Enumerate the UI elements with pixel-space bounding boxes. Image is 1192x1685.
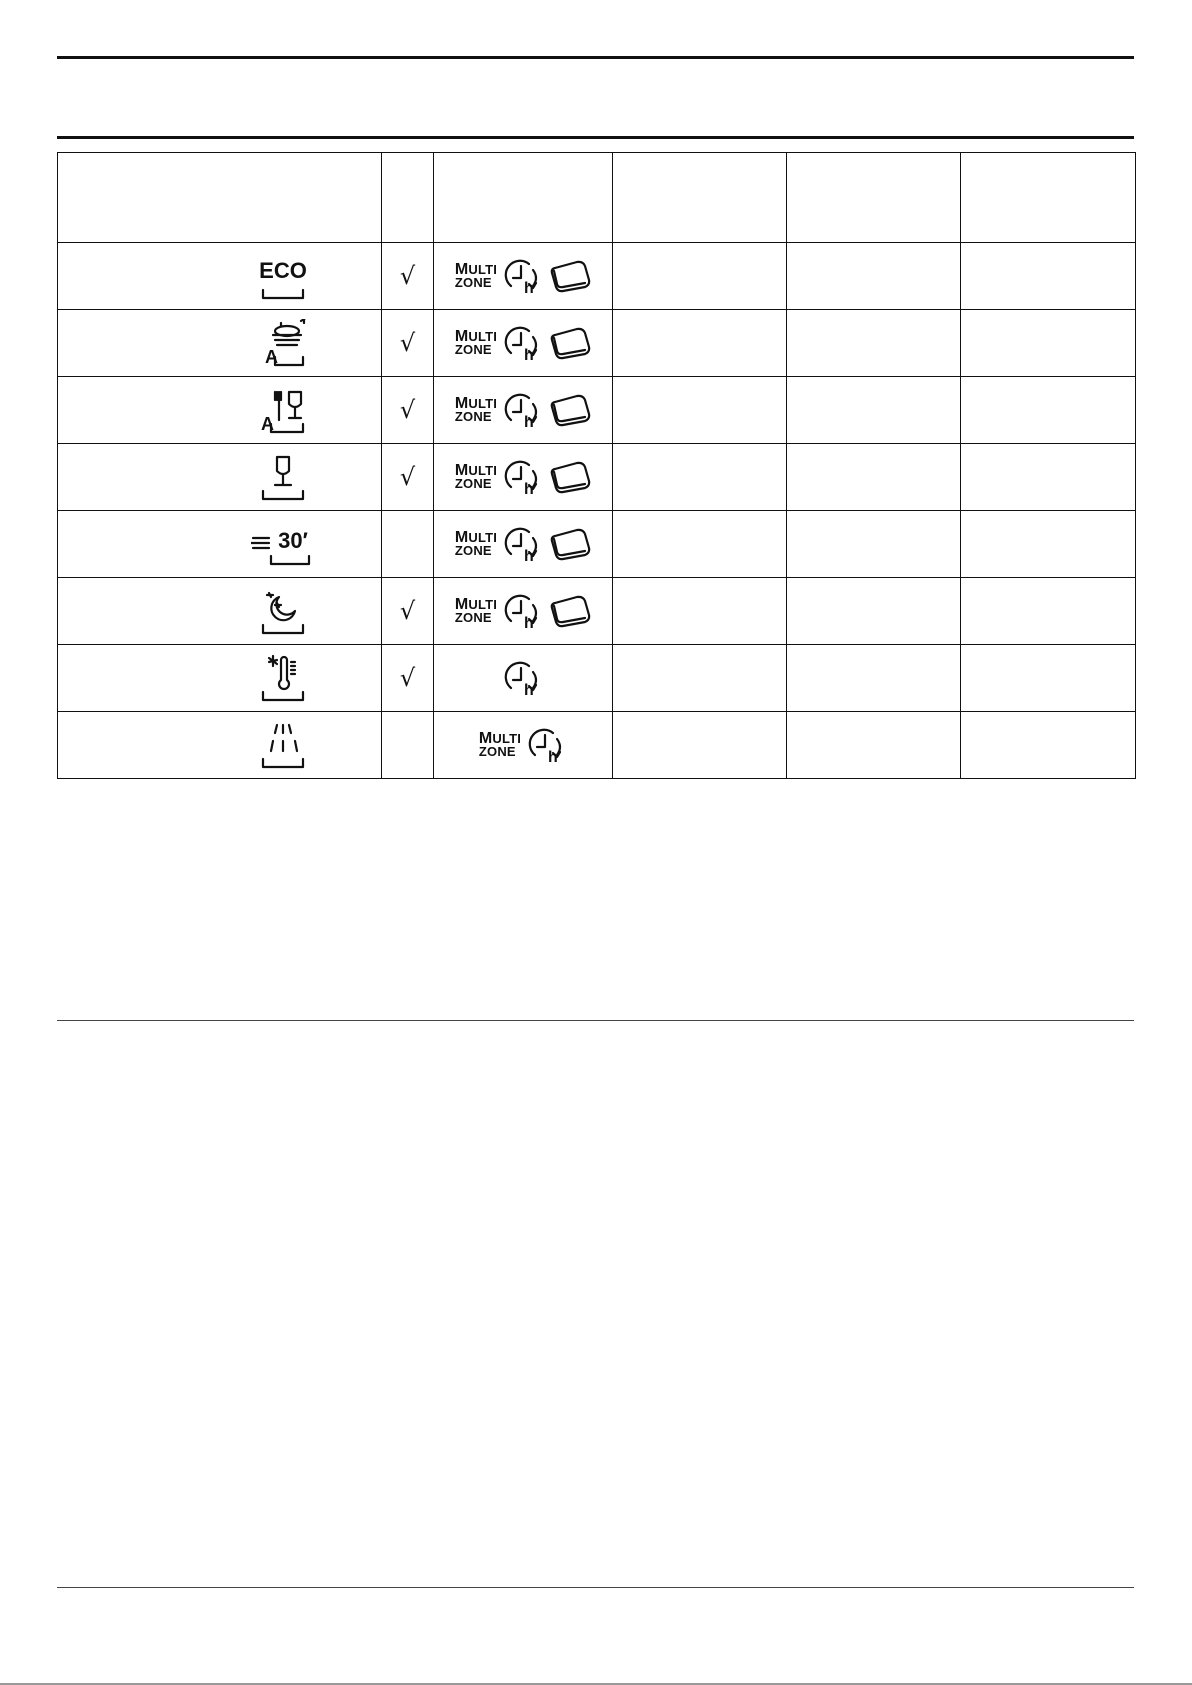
tablet-icon (549, 593, 591, 629)
value-cell (961, 243, 1136, 310)
night-program-icon (251, 587, 311, 635)
svg-text:h: h (524, 347, 534, 363)
svg-text:h: h (524, 280, 534, 296)
top-rule (57, 56, 1134, 59)
quick-30-program-icon (251, 520, 311, 568)
delay-timer-icon (503, 390, 543, 430)
mid-rule (57, 1020, 1134, 1021)
value-cell (613, 377, 787, 444)
tablet-icon (549, 258, 591, 294)
table-row (58, 444, 1136, 511)
value-cell (613, 645, 787, 712)
svg-text:h: h (524, 548, 534, 564)
value-cell (613, 578, 787, 645)
svg-text:30′: 30′ (278, 528, 308, 553)
value-cell (787, 444, 961, 511)
value-cell (787, 511, 961, 578)
delay-timer-icon (503, 256, 543, 296)
value-cell (961, 511, 1136, 578)
value-cell (961, 645, 1136, 712)
check-cell (382, 712, 434, 779)
check-cell (382, 578, 434, 645)
multizone-icon: MULTI ZONE (454, 261, 498, 290)
value-cell (787, 243, 961, 310)
multizone-icon: MULTI ZONE (454, 529, 498, 558)
options-cell (434, 712, 613, 779)
delay-timer-icon (503, 457, 543, 497)
hygiene-program-icon (251, 654, 311, 702)
check-mark: √ (399, 597, 416, 625)
header-col4 (613, 153, 787, 243)
options-cell (434, 645, 613, 712)
table-row (58, 310, 1136, 377)
program-cell (58, 310, 382, 377)
check-cell (382, 310, 434, 377)
value-cell (961, 712, 1136, 779)
value-cell (613, 444, 787, 511)
tablet-icon (549, 526, 591, 562)
value-cell (961, 444, 1136, 511)
table-row (58, 243, 1136, 310)
check-mark: √ (399, 329, 416, 357)
options-cell (434, 310, 613, 377)
options-cell (434, 243, 613, 310)
check-cell (382, 511, 434, 578)
value-cell (787, 645, 961, 712)
auto-intensive-program-icon (251, 319, 311, 367)
value-cell (787, 377, 961, 444)
svg-text:ECO: ECO (259, 258, 307, 283)
delay-timer-icon (503, 524, 543, 564)
value-cell (961, 310, 1136, 377)
delay-timer-icon (503, 658, 543, 698)
value-cell (613, 511, 787, 578)
options-cell (434, 511, 613, 578)
check-mark: √ (399, 664, 416, 692)
table-row (58, 377, 1136, 444)
prewash-program-icon (251, 721, 311, 769)
program-cell (58, 645, 382, 712)
check-cell (382, 243, 434, 310)
header-check (382, 153, 434, 243)
svg-text:h: h (524, 414, 534, 430)
program-cell (58, 712, 382, 779)
check-mark: √ (399, 463, 416, 491)
check-cell (382, 444, 434, 511)
multizone-icon: MULTI ZONE (454, 395, 498, 424)
tablet-icon (549, 392, 591, 428)
delay-timer-icon (503, 323, 543, 363)
options-cell (434, 377, 613, 444)
check-cell (382, 645, 434, 712)
table-row (58, 645, 1136, 712)
value-cell (787, 310, 961, 377)
multizone-icon: MULTI ZONE (454, 328, 498, 357)
check-mark: √ (399, 262, 416, 290)
program-table (57, 152, 1136, 779)
options-cell (434, 578, 613, 645)
table-row (58, 712, 1136, 779)
value-cell (961, 377, 1136, 444)
multizone-icon: MULTI ZONE (454, 596, 498, 625)
value-cell (787, 578, 961, 645)
value-cell (961, 578, 1136, 645)
svg-text:h: h (524, 481, 534, 497)
check-cell (382, 377, 434, 444)
header-col5 (787, 153, 961, 243)
section-rule (57, 136, 1134, 139)
options-cell (434, 444, 613, 511)
svg-text:h: h (524, 615, 534, 631)
multizone-icon: MULTI ZONE (478, 730, 522, 759)
table-row (58, 511, 1136, 578)
eco-program-icon (251, 252, 311, 300)
value-cell (787, 712, 961, 779)
table-row (58, 578, 1136, 645)
delay-timer-icon (527, 725, 567, 765)
header-options (434, 153, 613, 243)
value-cell (613, 310, 787, 377)
bottom-rule (57, 1587, 1134, 1588)
tablet-icon (549, 325, 591, 361)
header-col6 (961, 153, 1136, 243)
auto-normal-program-icon (251, 386, 311, 434)
value-cell (613, 712, 787, 779)
value-cell (613, 243, 787, 310)
program-cell (58, 377, 382, 444)
glass-program-icon (251, 453, 311, 501)
delay-timer-icon (503, 591, 543, 631)
table-header-row (58, 153, 1136, 243)
svg-text:h: h (524, 682, 534, 698)
check-mark: √ (399, 396, 416, 424)
svg-text:h: h (548, 749, 558, 765)
program-cell (58, 444, 382, 511)
svg-text:A: A (261, 414, 274, 434)
multizone-icon: MULTI ZONE (454, 462, 498, 491)
program-cell (58, 243, 382, 310)
svg-text:A: A (265, 347, 278, 367)
program-cell (58, 511, 382, 578)
program-cell (58, 578, 382, 645)
header-programme (58, 153, 382, 243)
tablet-icon (549, 459, 591, 495)
